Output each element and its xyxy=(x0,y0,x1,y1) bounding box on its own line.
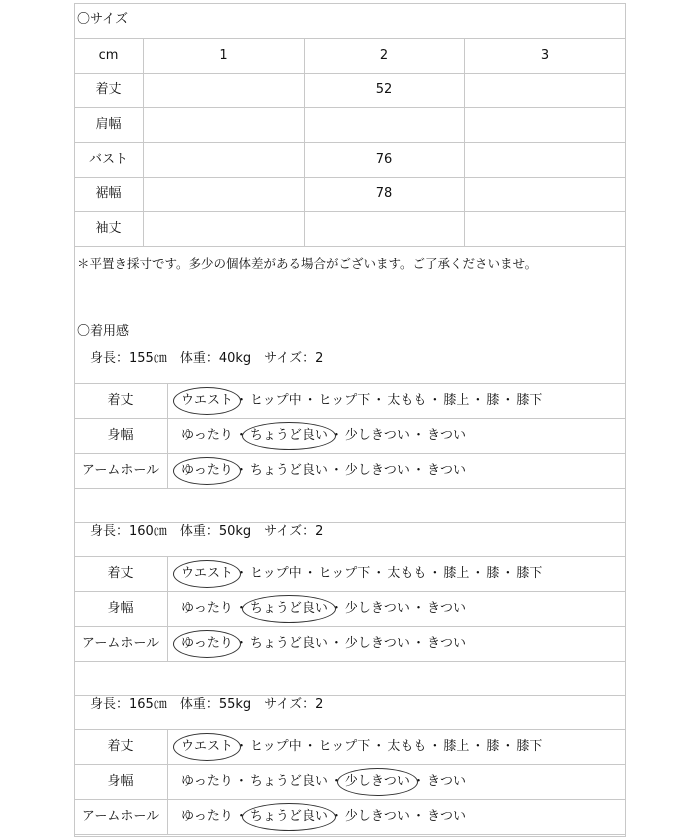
fit-col-divider xyxy=(167,383,168,488)
option-separator: ・ xyxy=(234,462,248,478)
fit-row-label: アームホール xyxy=(81,635,160,651)
fit-option: ゆったり xyxy=(181,600,233,616)
fit-options xyxy=(180,739,543,755)
fit-option: 少しきつい xyxy=(344,808,410,824)
fit-option: きつい xyxy=(426,808,466,824)
fit-option: 膝上 xyxy=(443,565,470,581)
selected-fit-option: ウエスト xyxy=(181,392,234,408)
fit-options xyxy=(180,774,467,790)
option-separator: ・ xyxy=(411,773,425,789)
size-note: ＊平置き採寸です。多少の個体差がある場合がございます。ご了承くださいませ。 xyxy=(77,256,538,271)
measurement-label: 袖丈 xyxy=(95,220,122,236)
fit-options xyxy=(180,566,543,582)
fit-option: 太もも xyxy=(387,565,427,581)
fit-option: 膝上 xyxy=(443,392,470,408)
fit-option: 少しきつい xyxy=(344,427,410,443)
fit-options xyxy=(180,809,467,825)
table-row-divider xyxy=(74,142,626,143)
fit-row-divider xyxy=(74,764,626,765)
selected-fit-option: ゆったり xyxy=(181,462,233,478)
fit-option: ヒップ中 xyxy=(250,565,302,581)
selected-fit-option: ちょうど良い xyxy=(249,808,328,824)
fit-option: 太もも xyxy=(387,738,427,754)
fit-section-title: 〇着用感 xyxy=(77,324,130,339)
unit-header: cm xyxy=(98,47,119,63)
fit-row-divider xyxy=(74,556,626,557)
fit-row-label: 身幅 xyxy=(107,600,134,616)
selected-fit-option: ウエスト xyxy=(181,738,234,754)
table-col-divider xyxy=(304,38,305,246)
option-separator: ・ xyxy=(428,565,442,581)
option-separator: ・ xyxy=(234,427,248,443)
option-separator: ・ xyxy=(329,808,343,824)
fit-option: 膝下 xyxy=(516,565,543,581)
fit-option: ゆったり xyxy=(181,427,233,443)
model-caption: 身長：160㎝ 体重：50kg サイズ：2 xyxy=(90,524,324,539)
option-separator: ・ xyxy=(428,392,442,408)
group-divider xyxy=(74,695,626,696)
fit-options xyxy=(180,601,467,617)
option-separator: ・ xyxy=(411,462,425,478)
option-separator: ・ xyxy=(303,565,317,581)
fit-option: 少しきつい xyxy=(344,600,410,616)
fit-option: 膝下 xyxy=(516,392,543,408)
fit-options xyxy=(180,636,467,652)
fit-option: ゆったり xyxy=(181,808,233,824)
fit-option: 膝 xyxy=(486,738,500,754)
size-header: 2 xyxy=(379,47,389,63)
option-separator: ・ xyxy=(372,565,386,581)
option-separator: ・ xyxy=(471,565,485,581)
table-row-divider xyxy=(74,107,626,108)
table-col-divider xyxy=(464,38,465,246)
option-separator: ・ xyxy=(471,392,485,408)
fit-option: きつい xyxy=(426,427,466,443)
fit-option: ヒップ下 xyxy=(318,738,371,754)
fit-row-label: アームホール xyxy=(81,462,160,478)
fit-option: ヒップ下 xyxy=(318,392,371,408)
fit-option: ちょうど良い xyxy=(249,773,328,789)
fit-row-label: 着丈 xyxy=(107,392,134,408)
fit-option: ゆったり xyxy=(181,773,233,789)
fit-option: 膝 xyxy=(486,392,500,408)
fit-row-divider xyxy=(74,453,626,454)
fit-option: きつい xyxy=(426,635,466,651)
fit-option: 膝下 xyxy=(516,738,543,754)
option-separator: ・ xyxy=(329,773,343,789)
fit-col-divider xyxy=(167,556,168,661)
measurement-label: 裾幅 xyxy=(95,186,122,201)
fit-row-divider xyxy=(74,383,626,384)
fit-row-divider xyxy=(74,661,626,662)
fit-options xyxy=(180,393,543,409)
fit-option: ちょうど良い xyxy=(249,462,328,478)
fit-row-label: 身幅 xyxy=(107,773,134,789)
option-separator: ・ xyxy=(234,773,248,789)
size-header: 3 xyxy=(540,47,550,63)
measurement-label: 着丈 xyxy=(95,82,122,97)
option-separator: ・ xyxy=(235,565,249,581)
table-row-divider xyxy=(74,211,626,212)
option-separator: ・ xyxy=(372,392,386,408)
fit-row-divider xyxy=(74,488,626,489)
fit-row-label: 着丈 xyxy=(107,738,134,754)
table-row-divider xyxy=(74,177,626,178)
option-separator: ・ xyxy=(411,600,425,616)
group-divider xyxy=(74,522,626,523)
fit-option: 膝上 xyxy=(443,738,470,754)
option-separator: ・ xyxy=(234,808,248,824)
measurement-label: 肩幅 xyxy=(95,116,122,132)
measurement-label: バスト xyxy=(88,151,128,167)
option-separator: ・ xyxy=(411,427,425,443)
fit-row-label: 身幅 xyxy=(107,427,134,443)
option-separator: ・ xyxy=(329,600,343,616)
option-separator: ・ xyxy=(329,635,343,651)
fit-option: ちょうど良い xyxy=(249,635,328,651)
model-caption: 身長：155㎝ 体重：40kg サイズ：2 xyxy=(90,351,324,366)
option-separator: ・ xyxy=(411,808,425,824)
option-separator: ・ xyxy=(428,738,442,754)
fit-col-divider xyxy=(167,729,168,834)
option-separator: ・ xyxy=(303,392,317,408)
option-separator: ・ xyxy=(411,635,425,651)
fit-row-label: アームホール xyxy=(81,808,160,824)
option-separator: ・ xyxy=(329,427,343,443)
fit-option: 少しきつい xyxy=(344,635,410,651)
selected-fit-option: ちょうど良い xyxy=(249,427,328,443)
measurement-value: 78 xyxy=(375,186,393,201)
measurement-value: 52 xyxy=(375,82,393,97)
option-separator: ・ xyxy=(235,392,249,408)
option-separator: ・ xyxy=(501,565,515,581)
table-row-divider xyxy=(74,38,626,39)
fit-row-divider xyxy=(74,418,626,419)
model-caption: 身長：165㎝ 体重：55kg サイズ：2 xyxy=(90,697,324,712)
fit-option: ヒップ下 xyxy=(318,565,371,581)
measurement-value: 76 xyxy=(375,151,393,167)
fit-row-divider xyxy=(74,729,626,730)
fit-row-label: 着丈 xyxy=(107,565,134,581)
option-separator: ・ xyxy=(329,462,343,478)
selected-fit-option: 少しきつい xyxy=(344,773,410,789)
fit-options xyxy=(180,428,467,444)
fit-option: ヒップ中 xyxy=(250,738,302,754)
table-row-divider xyxy=(74,246,626,247)
option-separator: ・ xyxy=(501,738,515,754)
fit-option: きつい xyxy=(426,773,466,789)
option-separator: ・ xyxy=(372,738,386,754)
fit-row-divider xyxy=(74,834,626,835)
option-separator: ・ xyxy=(234,600,248,616)
option-separator: ・ xyxy=(235,738,249,754)
size-header: 1 xyxy=(219,47,228,63)
fit-option: 膝 xyxy=(486,565,500,581)
option-separator: ・ xyxy=(501,392,515,408)
fit-options xyxy=(180,463,467,479)
fit-row-divider xyxy=(74,591,626,592)
fit-option: ヒップ中 xyxy=(250,392,302,408)
size-section-title: 〇サイズ xyxy=(77,12,128,27)
fit-option: 少しきつい xyxy=(344,462,410,478)
fit-row-divider xyxy=(74,626,626,627)
selected-fit-option: ゆったり xyxy=(181,635,233,651)
fit-option: きつい xyxy=(426,600,466,616)
table-col-divider xyxy=(143,38,144,246)
option-separator: ・ xyxy=(234,635,248,651)
option-separator: ・ xyxy=(303,738,317,754)
fit-option: 太もも xyxy=(387,392,427,408)
table-row-divider xyxy=(74,73,626,74)
fit-row-divider xyxy=(74,799,626,800)
selected-fit-option: ちょうど良い xyxy=(249,600,328,616)
fit-option: きつい xyxy=(426,462,466,478)
option-separator: ・ xyxy=(471,738,485,754)
selected-fit-option: ウエスト xyxy=(181,565,234,581)
